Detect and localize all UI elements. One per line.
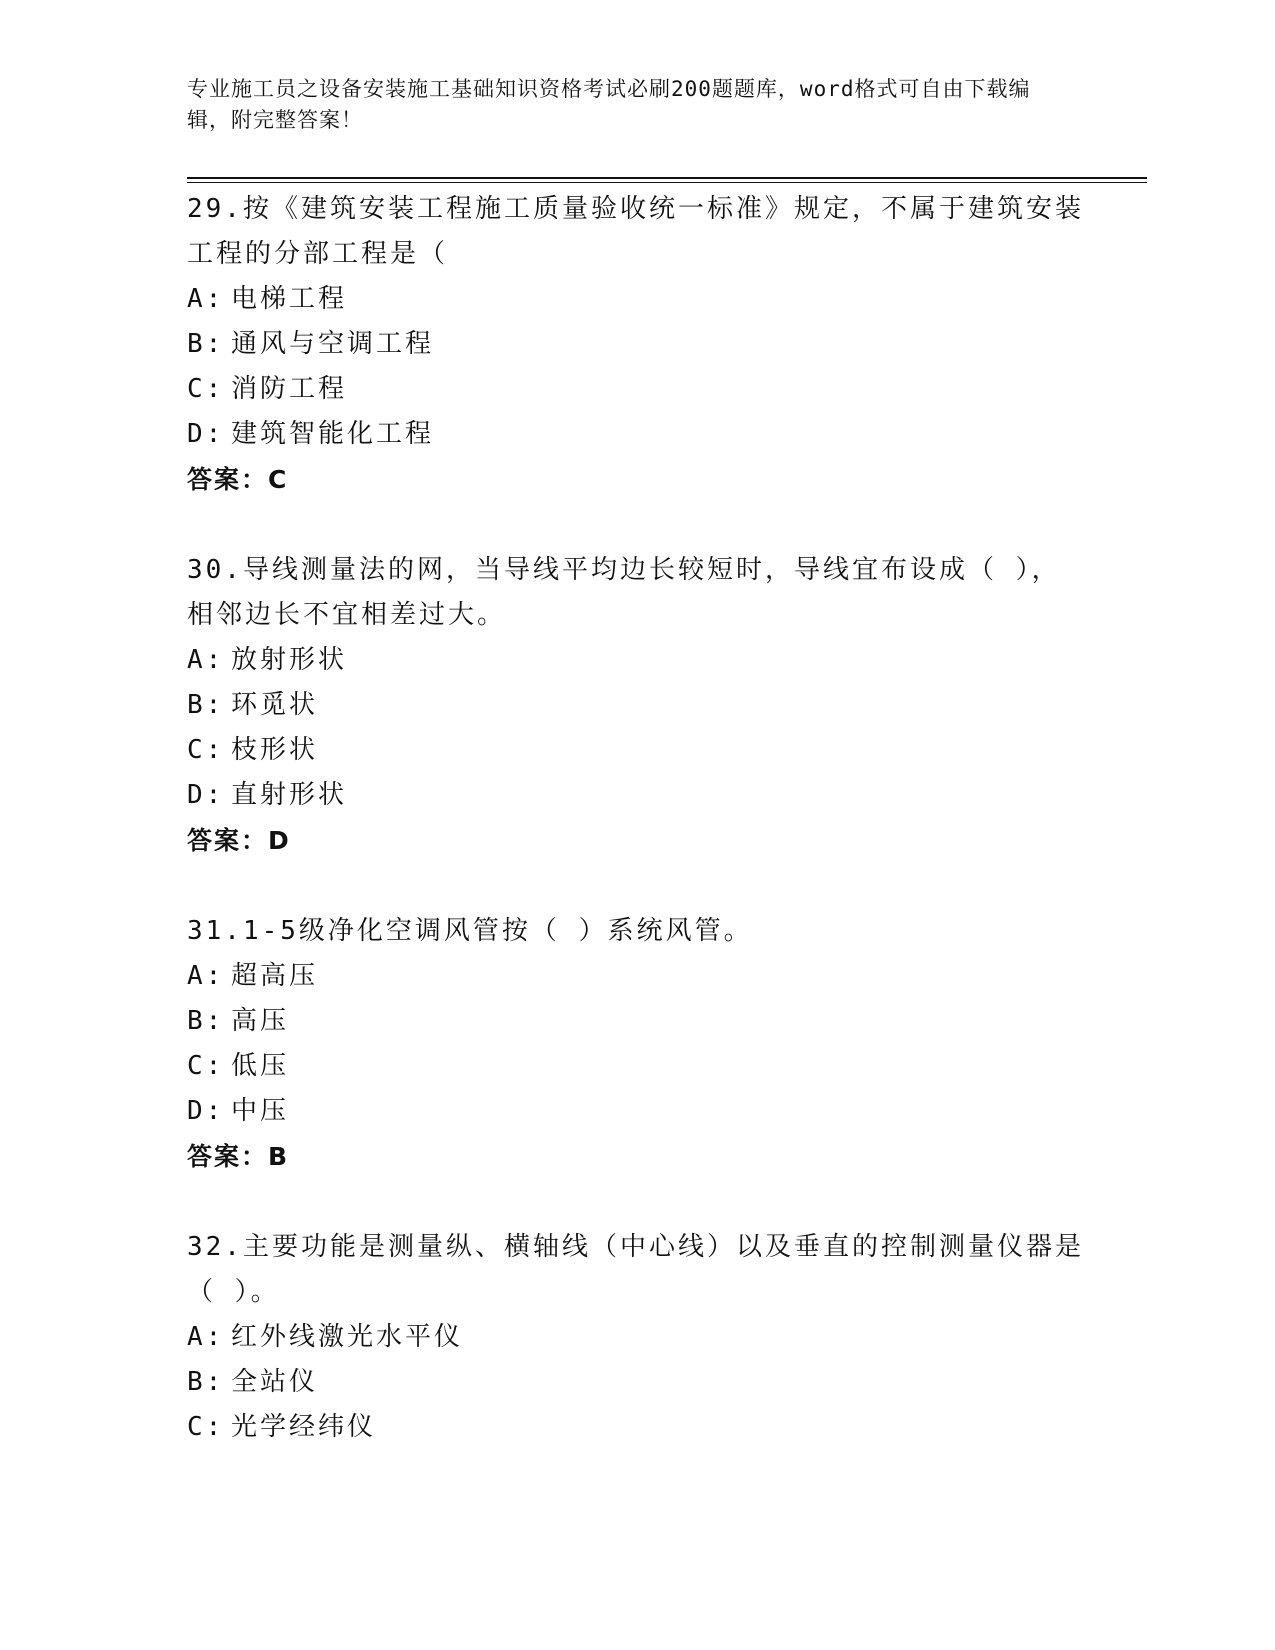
option-text: 中压	[231, 1096, 290, 1126]
answer-line: 答案：B	[187, 1142, 290, 1171]
option-b	[187, 322, 1087, 367]
option-b	[187, 1360, 1087, 1405]
option-letter: D:	[187, 419, 225, 449]
option-letter: B:	[187, 1367, 225, 1397]
option-c	[187, 367, 1087, 412]
question-29	[187, 187, 1087, 502]
option-b	[187, 999, 1087, 1044]
option-c	[187, 1044, 1087, 1089]
option-text: 消防工程	[231, 374, 348, 404]
option-letter: B:	[187, 690, 225, 720]
option-b	[187, 683, 1087, 728]
option-d	[187, 412, 1087, 457]
answer-line: 答案：D	[187, 826, 291, 855]
option-text: 光学经纬仪	[231, 1412, 377, 1442]
option-a	[187, 1315, 1087, 1360]
option-letter: A:	[187, 284, 225, 314]
option-letter: A:	[187, 1322, 225, 1352]
option-letter: D:	[187, 780, 225, 810]
option-text: 超高压	[231, 961, 319, 991]
question-stem: 29.按《建筑安装工程施工质量验收统一标准》规定，不属于建筑安装工程的分部工程是（	[187, 194, 1084, 269]
option-letter: A:	[187, 645, 225, 675]
option-text: 环觅状	[231, 690, 319, 720]
option-letter: C:	[187, 1051, 225, 1081]
answer-line: 答案：C	[187, 465, 289, 494]
question-30	[187, 548, 1087, 863]
option-text: 低压	[231, 1051, 290, 1081]
header-divider-thick	[187, 177, 1147, 179]
option-text: 建筑智能化工程	[231, 419, 435, 449]
option-text: 通风与空调工程	[231, 329, 435, 359]
question-stem: 30.导线测量法的网，当导线平均边长较短时，导线宜布设成（ ），相邻边长不宜相差过大。	[187, 555, 1061, 630]
option-letter: B:	[187, 1006, 225, 1036]
option-letter: A:	[187, 961, 225, 991]
option-text: 枝形状	[231, 735, 319, 765]
document-header: 专业施工员之设备安装施工基础知识资格考试必刷200题题库，word格式可自由下载编辑，附完整答案！	[187, 77, 1031, 132]
option-text: 放射形状	[231, 645, 348, 675]
option-letter: D:	[187, 1096, 225, 1126]
option-text: 红外线激光水平仪	[231, 1322, 464, 1352]
option-c	[187, 1405, 1087, 1450]
question-list	[187, 187, 1087, 1450]
question-stem: 32.主要功能是测量纵、横轴线（中心线）以及垂直的控制测量仪器是（ ）。	[187, 1232, 1084, 1307]
question-32	[187, 1225, 1087, 1450]
option-text: 高压	[231, 1006, 290, 1036]
option-c	[187, 728, 1087, 773]
option-text: 电梯工程	[231, 284, 348, 314]
option-text: 全站仪	[231, 1367, 319, 1397]
option-d	[187, 773, 1087, 818]
option-letter: C:	[187, 735, 225, 765]
option-a	[187, 638, 1087, 683]
option-text: 直射形状	[231, 780, 348, 810]
option-d	[187, 1089, 1087, 1134]
option-letter: C:	[187, 374, 225, 404]
option-letter: C:	[187, 1412, 225, 1442]
question-31	[187, 909, 1087, 1179]
option-a	[187, 954, 1087, 999]
option-a	[187, 277, 1087, 322]
header-divider-thin	[187, 182, 1147, 183]
option-letter: B:	[187, 329, 225, 359]
question-stem: 31.1-5级净化空调风管按（ ）系统风管。	[187, 916, 753, 946]
